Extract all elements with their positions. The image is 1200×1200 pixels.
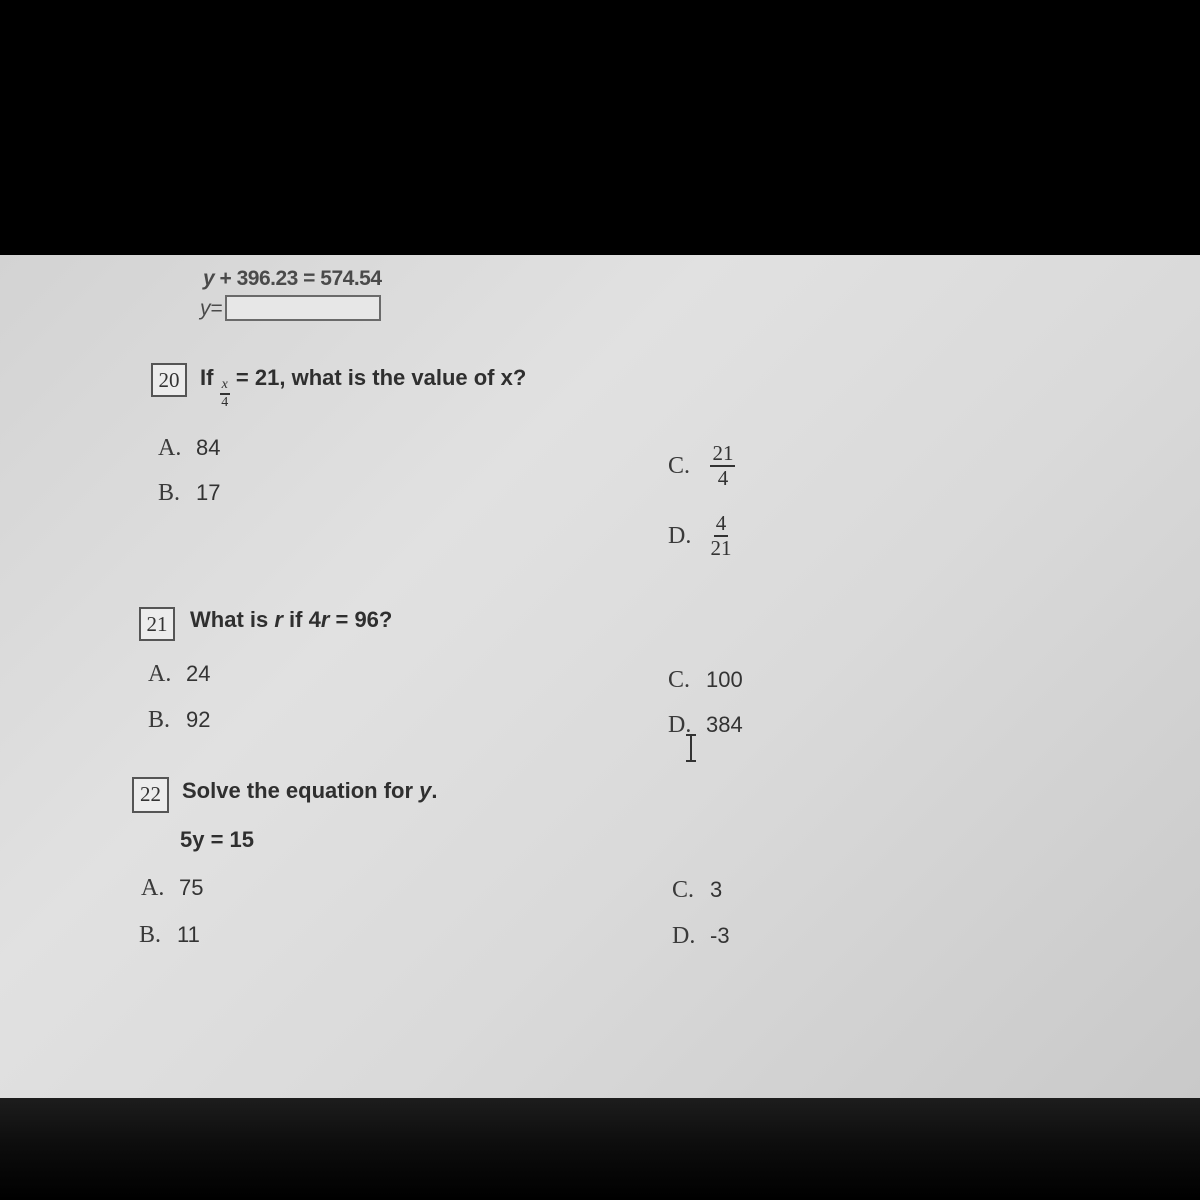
- q21-option-a[interactable]: A. 24: [148, 661, 211, 687]
- q21-number-box: 21: [139, 607, 175, 641]
- worksheet-page: [0, 255, 1200, 1098]
- q19-answer-label: y: [200, 297, 211, 320]
- q19-answer-input[interactable]: [225, 295, 381, 321]
- q20-option-d[interactable]: D. $\frac{4}{21}$: [668, 511, 732, 560]
- q22-equation: 5y = 15: [180, 827, 255, 852]
- q22-option-c[interactable]: C. 3: [672, 877, 723, 903]
- q20-option-a[interactable]: A. 84: [158, 435, 221, 461]
- q22-number-box: 22: [132, 777, 169, 813]
- q21-option-c[interactable]: C. 100: [668, 667, 743, 693]
- q20-question: If $\frac{x}{4}$ = 21, what is the value of x?: [200, 365, 527, 410]
- q19-equation: y + 396.23 = 574.54: [203, 267, 382, 290]
- q20-option-c[interactable]: C. $\frac{21}{4}$: [668, 441, 734, 490]
- monitor-bezel-top: [0, 0, 1200, 255]
- q21-option-d[interactable]: D. 384: [668, 712, 743, 738]
- q22-option-b[interactable]: B. 11: [139, 922, 200, 948]
- q19-answer-row: y=: [200, 295, 381, 321]
- q22-option-a[interactable]: A. 75: [141, 875, 204, 901]
- q20-number-box: 20: [151, 363, 187, 397]
- q21-option-b[interactable]: B. 92: [148, 707, 211, 733]
- q22-option-d[interactable]: D. -3: [672, 923, 730, 949]
- q21-question: What is r if 4r = 96?: [190, 607, 393, 632]
- q22-question: Solve the equation for y.: [182, 778, 438, 803]
- q20-option-b[interactable]: B. 17: [158, 480, 221, 506]
- q20-fraction: $\frac{x}{4}$: [221, 377, 229, 410]
- monitor-bezel-bottom: [0, 1098, 1200, 1200]
- text-cursor-icon: [684, 733, 698, 763]
